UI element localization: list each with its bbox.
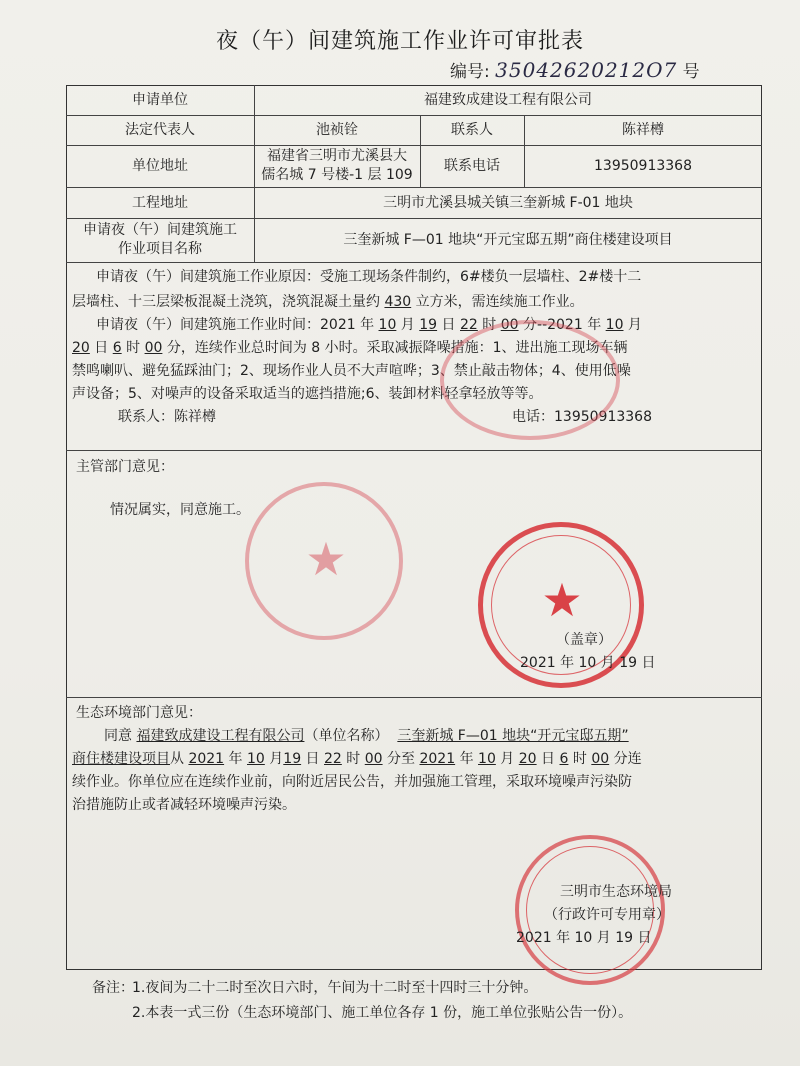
eco-text: 分至: [382, 751, 420, 767]
eco-line-4: 治措施防止或者减轻环境噪声污染。: [72, 797, 296, 813]
applicant-label: 申请单位: [132, 92, 188, 108]
eco-minute-start: 00: [364, 751, 383, 767]
note-1: 1.夜间为二十二时至次日六时，午间为十二时至十四时三十分钟。: [132, 980, 538, 996]
eco-text: 分连: [609, 751, 642, 767]
eco-unit-name: 福建致成建设工程有限公司: [136, 728, 305, 744]
eco-heading: 生态环境部门意见：: [76, 705, 202, 721]
eco-hour-end: 6: [559, 751, 569, 767]
site-value: 三明市尤溪县城关镇三奎新城 F-01 地块: [383, 194, 633, 211]
time-minute-start: 00: [500, 317, 519, 333]
supervisor-seal-note: （盖章）: [556, 632, 612, 648]
time-text: 日: [89, 340, 113, 356]
time-text: 月: [396, 317, 420, 333]
legal-rep-label: 法定代表人: [125, 122, 195, 138]
reason-text: 立方米，需连续施工作业。: [411, 294, 584, 310]
star-icon: ★: [305, 532, 347, 586]
address-label: 单位地址: [132, 158, 188, 174]
measures-line-5: 声设备；5、对噪声的设备采取适当的遮挡措施;6、装卸材料轻拿轻放等等。: [72, 386, 543, 402]
measures-line-4: 禁鸣喇叭、避免猛踩油门；2、现场作业人员不大声喧哗；3、禁止敲击物体；4、使用低噪: [72, 363, 631, 379]
eco-year-end: 2021: [419, 751, 456, 767]
eco-seal-use: （行政许可专用章）: [544, 907, 670, 923]
measures-text: 分，连续作业总时间为 8 小时。采取减振降噪措施：1、进出施工现场车辆: [162, 340, 628, 356]
site-label: 工程地址: [132, 194, 188, 211]
eco-text: （单位名称）: [304, 728, 389, 744]
time-hour-start: 22: [460, 317, 478, 333]
star-icon: ★: [541, 573, 583, 627]
notes-label: 备注：: [92, 980, 134, 996]
eco-month-end: 10: [478, 751, 496, 767]
row-divider: [66, 697, 762, 698]
reason-time-line: [96, 313, 760, 338]
time-text: 时: [121, 340, 145, 356]
concrete-quantity: 430: [384, 294, 412, 310]
reason-line-1: 申请夜（午）间建筑施工作业原因：受施工现场条件制约，6#楼负一层墙柱、2#楼十二: [96, 269, 642, 285]
eco-text: 月: [264, 751, 284, 767]
eco-day-start: 19: [283, 751, 302, 767]
eco-project-name-2: 商住楼建设项目: [72, 751, 170, 767]
time-month-end: 10: [605, 317, 624, 333]
eco-text: 时: [341, 751, 365, 767]
document-title: 夜（午）间建筑施工作业许可审批表: [215, 29, 584, 54]
eco-month-start: 10: [247, 751, 265, 767]
row-divider: [66, 450, 762, 451]
reason-contact: 联系人：陈祥樽: [118, 409, 216, 425]
doc-no-handwritten: 35042620212O7: [495, 58, 678, 82]
reason-time-line-2: [72, 336, 760, 361]
project-value: 三奎新城 F—01 地块“开元宝邸五期”商住楼建设项目: [343, 232, 673, 248]
eco-text: 月: [495, 751, 519, 767]
eco-year-start: 2021: [188, 751, 225, 767]
time-day-end: 20: [72, 340, 90, 356]
project-label: [66, 218, 254, 262]
applicant-value: 福建致成建设工程有限公司: [424, 92, 592, 108]
time-text: 月: [623, 317, 642, 333]
doc-no-label: 编号:: [450, 62, 490, 82]
time-minute-end: 00: [144, 340, 163, 356]
construction-station-stamp: [245, 482, 403, 640]
contact-value: 陈祥樽: [622, 122, 664, 138]
reason-phone: 电话：13950913368: [512, 409, 652, 425]
reason-line-2: [72, 290, 756, 315]
time-month-start: 10: [378, 317, 397, 333]
address-line-1: 福建省三明市尤溪县大: [267, 148, 407, 164]
document-number: [450, 57, 700, 82]
address-line-2: 儒名城 7 号楼-1 层 109: [261, 167, 413, 183]
eco-text: 从: [170, 751, 189, 767]
time-day-start: 19: [419, 317, 438, 333]
note-2: 2.本表一式三份（生态环境部门、施工单位各存 1 份，施工单位张贴公告一份）。: [132, 1005, 633, 1021]
time-text: 时: [477, 317, 501, 333]
eco-agency: 三明市生态环境局: [560, 884, 672, 900]
project-label-line-1: 申请夜（午）间建筑施工: [83, 222, 237, 238]
supervisor-date: 2021 年 10 月 19 日: [520, 655, 656, 671]
contact-label: 联系人: [451, 122, 493, 138]
supervisor-opinion: 情况属实，同意施工。: [110, 502, 250, 518]
eco-line-2: [72, 747, 642, 772]
project-label-line-2: 作业项目名称: [118, 241, 202, 257]
eco-text: 年: [455, 751, 479, 767]
eco-hour-start: 22: [324, 751, 342, 767]
eco-text: 日: [301, 751, 325, 767]
eco-line-1: [104, 724, 629, 749]
phone-label: 联系电话: [444, 158, 500, 174]
reason-text: 层墙柱、十三层梁板混凝土浇筑，浇筑混凝土量约: [72, 294, 385, 310]
company-stamp: [440, 320, 620, 440]
time-text: 申请夜（午）间建筑施工作业时间：2021 年: [96, 317, 379, 333]
row-divider: [66, 262, 762, 263]
legal-rep-value: 池祯铨: [316, 122, 358, 138]
eco-text: 日: [536, 751, 560, 767]
time-hour-end: 6: [112, 340, 122, 356]
phone-value: 13950913368: [594, 158, 692, 174]
supervisor-heading: 主管部门意见：: [76, 459, 174, 475]
eco-text: 同意: [104, 728, 137, 744]
eco-line-3: 续作业。你单位应在连续作业前，向附近居民公告，并加强施工管理，采取环境噪声污染防: [72, 774, 632, 790]
doc-no-suffix: 号: [682, 62, 700, 82]
eco-text: 时: [568, 751, 592, 767]
eco-text: 年: [224, 751, 247, 767]
time-text: 分--2021 年: [518, 317, 606, 333]
time-text: 日: [437, 317, 460, 333]
eco-project-name: 三奎新城 F—01 地块“开元宝邸五期”: [397, 728, 629, 744]
eco-date: 2021 年 10 月 19 日: [516, 930, 652, 946]
eco-minute-end: 00: [591, 751, 610, 767]
address-value: [254, 145, 420, 187]
eco-day-end: 20: [518, 751, 537, 767]
